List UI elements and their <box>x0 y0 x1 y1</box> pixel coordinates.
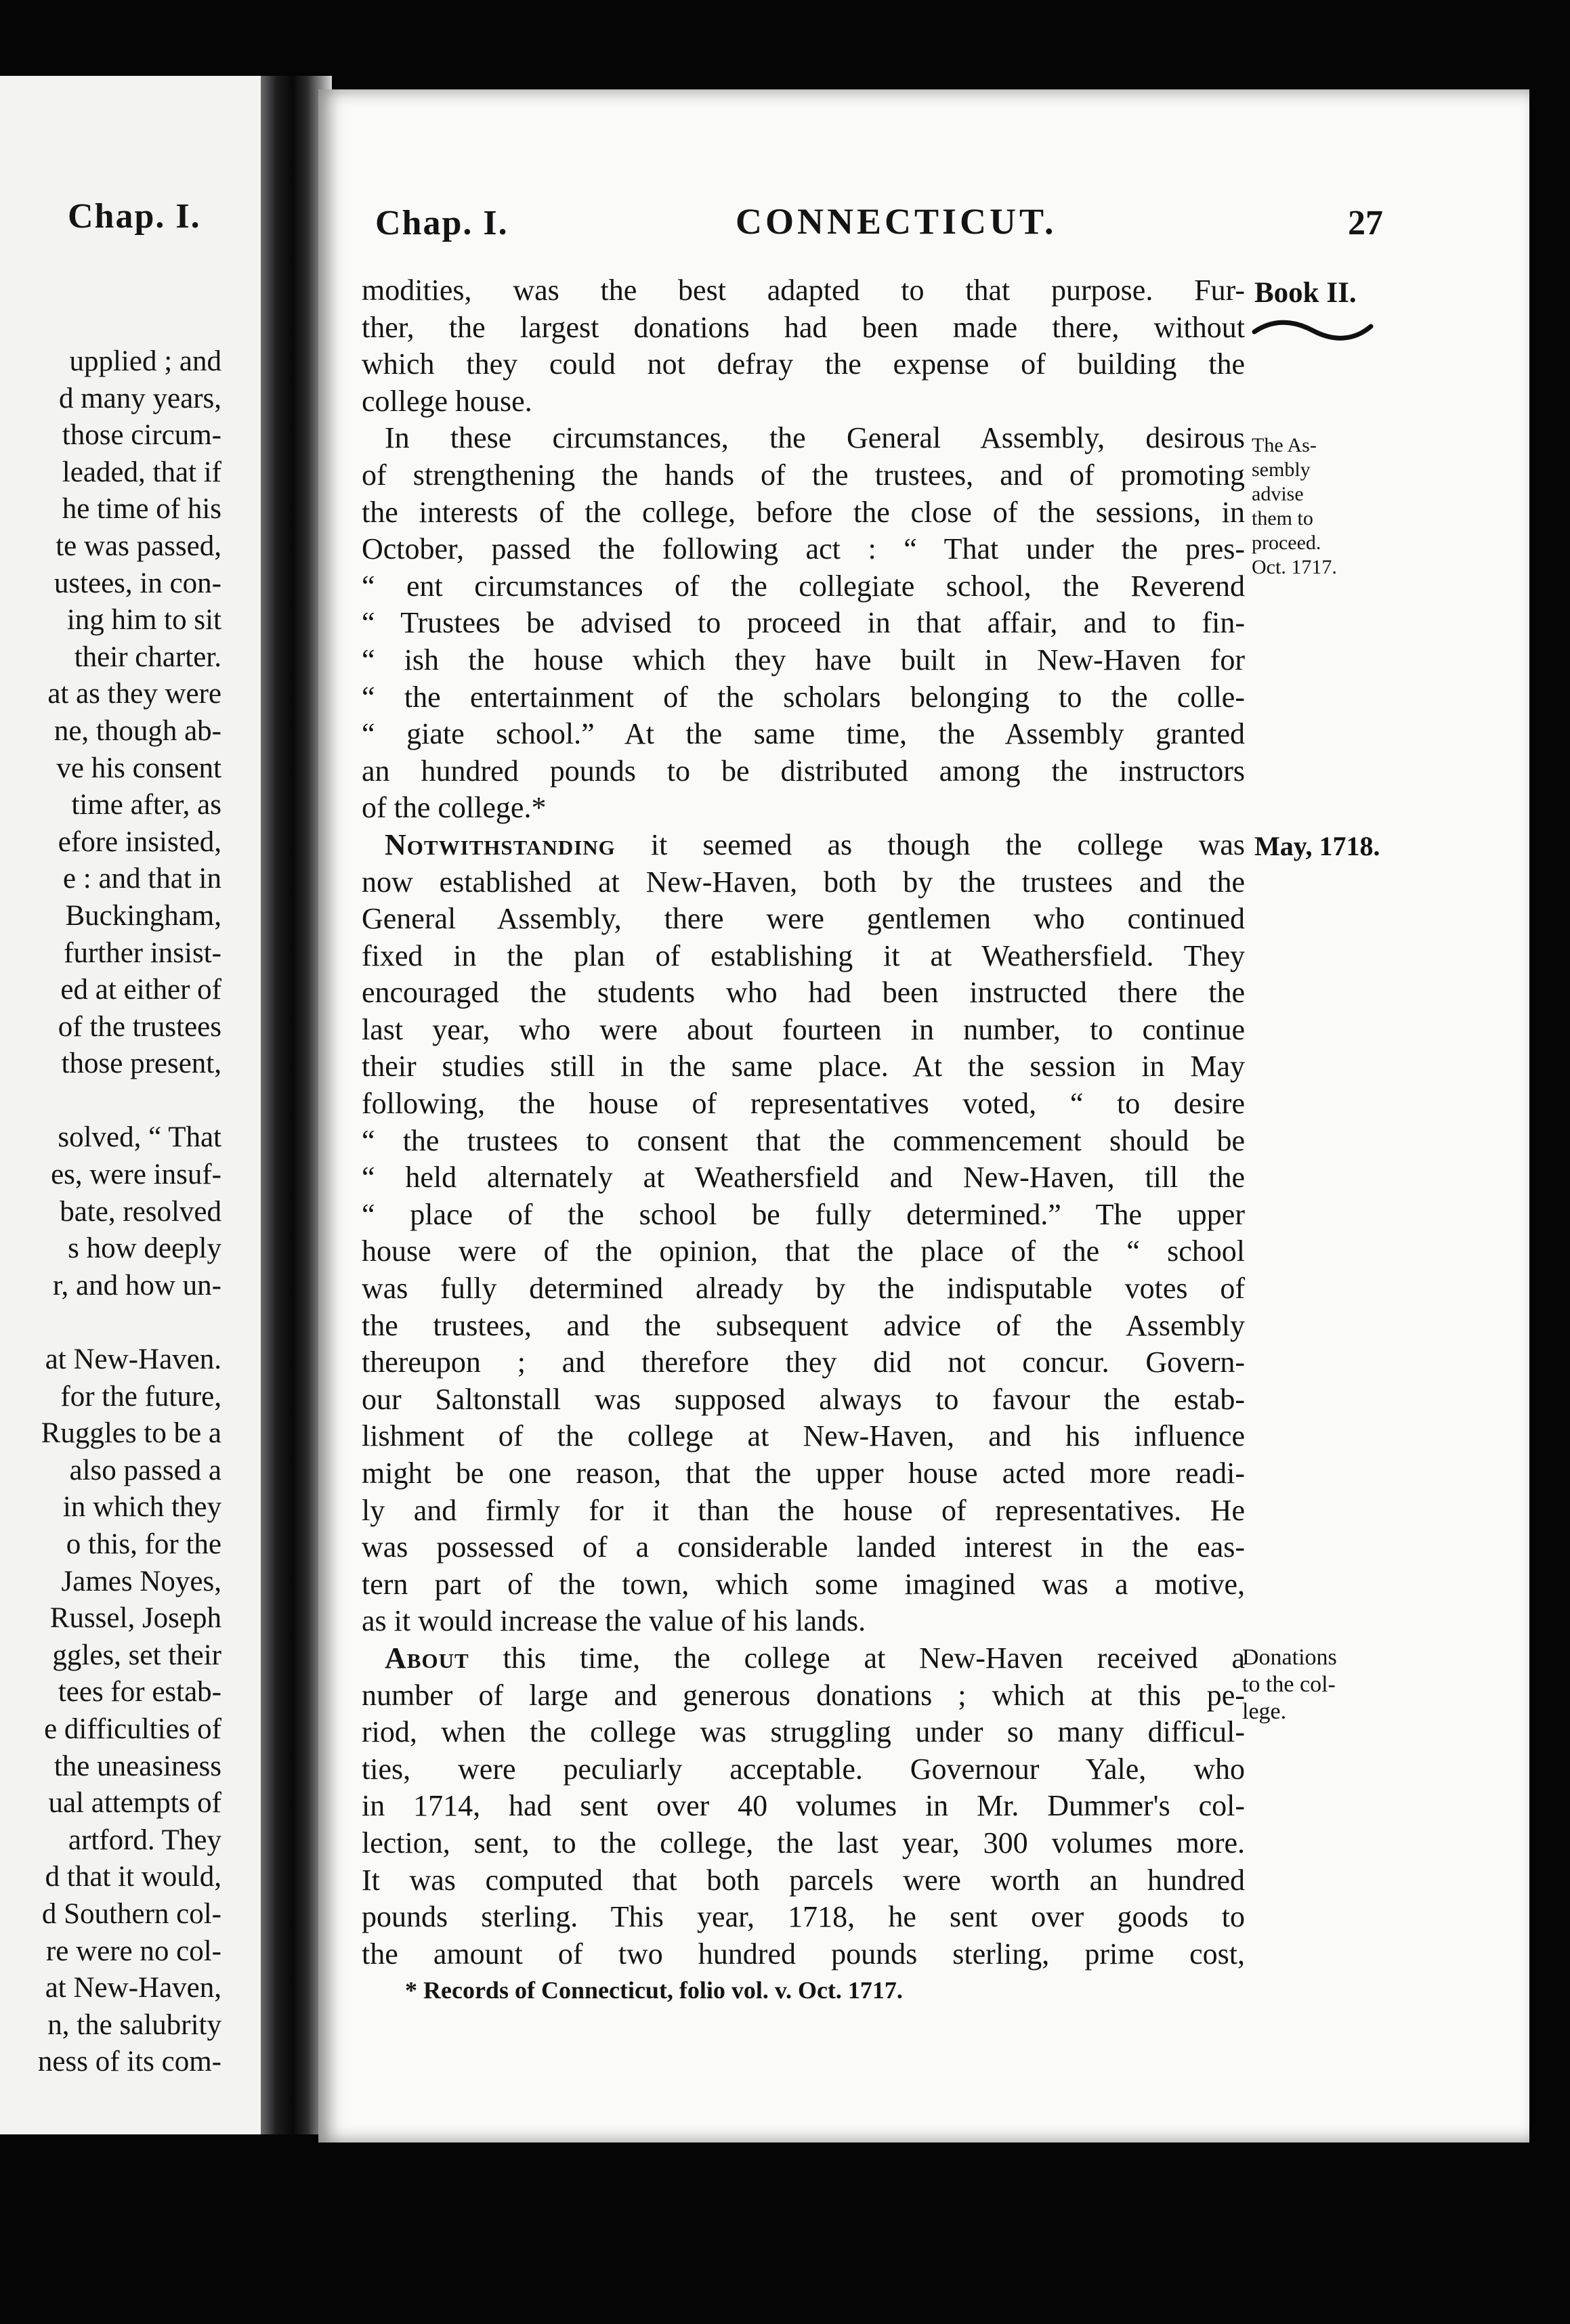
text-line: which they could not defray the expense of building the <box>362 347 1245 381</box>
text-line: ne, though ab- <box>54 714 221 747</box>
margin-note-assembly <box>1252 433 1337 580</box>
left-page-text <box>38 343 221 2081</box>
text-line: as it would increase the value of his lands. <box>362 1604 866 1638</box>
text-line: ther, the largest donations had been made there, without <box>362 310 1245 344</box>
text-line: te was passed, <box>56 530 221 562</box>
text-line: artford. They <box>68 1824 221 1856</box>
margin-note-donations <box>1242 1644 1337 1725</box>
text-line: last year, who were about fourteen in number, to continue <box>362 1012 1245 1046</box>
text-line: leaded, that if <box>62 456 221 488</box>
text-line <box>38 1304 221 1341</box>
text-line: house were of the opinion, that the place of the “ school <box>362 1234 1245 1268</box>
text-line: following, the house of representatives voted, “ to desire <box>362 1087 1245 1121</box>
text-line: Ruggles to be a <box>41 1417 221 1450</box>
text-line: riod, when the college was struggling under so many difficul- <box>362 1715 1245 1749</box>
text-line: ual attempts of <box>48 1787 221 1820</box>
book-label: Book II. <box>1254 277 1357 309</box>
text-line: of the trustees <box>58 1010 221 1043</box>
text-line: ing him to sit <box>66 604 221 637</box>
text-line-rest: this time, the college at New-Haven received a <box>503 1641 1245 1675</box>
running-header-title: CONNECTICUT. <box>736 201 1057 242</box>
text-line: also passed a <box>69 1454 221 1486</box>
text-line: the interests of the college, before the close of the sessions, in <box>362 495 1245 529</box>
text-line <box>38 1083 221 1120</box>
text-line: “ ish the house which they have built in New-Haven for <box>362 643 1245 676</box>
text-line: the amount of two hundred pounds sterling, prime cost, <box>362 1937 1245 1971</box>
text-line: of the college.* <box>362 791 547 825</box>
text-line: he time of his <box>62 493 221 525</box>
text-line <box>362 827 1245 864</box>
text-line: for the future, <box>60 1380 221 1413</box>
text-line: at New-Haven, <box>45 1972 221 2004</box>
main-text <box>362 272 1245 1973</box>
text-line: ve his consent <box>56 752 221 784</box>
margin-note-date: May, 1718. <box>1254 831 1380 861</box>
text-line: bate, resolved <box>60 1195 221 1228</box>
text-line: d Southern col- <box>41 1897 221 1930</box>
text-line: October, passed the following act : “ That under the pres- <box>362 532 1245 566</box>
text-line: re were no col- <box>45 1935 221 1967</box>
ornament-swash-icon <box>1252 317 1374 344</box>
text-line: “ giate school.” At the same time, the Assembly granted <box>362 717 1245 751</box>
text-line: their charter. <box>74 641 221 673</box>
left-running-header: Chap. I. <box>68 197 201 236</box>
text-line: of strengthening the hands of the trustees, and of promoting <box>362 458 1245 492</box>
text-line: d that it would, <box>45 1861 221 1893</box>
text-line: our Saltonstall was supposed always to favour the estab- <box>362 1382 1245 1416</box>
text-line: General Assembly, there were gentlemen who continued <box>362 902 1245 936</box>
text-line: the trustees, and the subsequent advice of the Assembly <box>362 1308 1245 1342</box>
text-line: college house. <box>362 384 532 418</box>
text-line-rest: it seemed as though the college was <box>650 827 1245 861</box>
text-line: in 1714, had sent over 40 volumes in Mr. Dummer's col- <box>362 1789 1245 1823</box>
page-number: 27 <box>1348 204 1383 242</box>
text-line: It was computed that both parcels were worth an hundred <box>362 1863 1245 1897</box>
text-line: now established at New-Haven, both by the trustees and the <box>362 865 1245 899</box>
text-line: tees for estab- <box>58 1676 221 1708</box>
text-line: s how deeply <box>68 1232 221 1265</box>
lead-word: About <box>385 1641 469 1675</box>
text-line: ggles, set their <box>52 1639 221 1671</box>
text-line: further insist- <box>64 937 221 969</box>
text-line: e : and that in <box>62 863 221 895</box>
text-line: d many years, <box>58 382 221 414</box>
margin-note-line: sembly <box>1252 458 1311 481</box>
text-line: ties, were peculiarly acceptable. Governour Yale, who <box>362 1752 1245 1786</box>
text-line: n, the salubrity <box>47 2008 221 2041</box>
margin-note-line: them to <box>1252 507 1313 530</box>
text-line: solved, “ That <box>58 1121 221 1154</box>
text-line: modities, was the best adapted to that purpose. Fur- <box>362 274 1245 307</box>
text-line: Russel, Joseph <box>49 1602 221 1635</box>
text-line: James Noyes, <box>61 1565 221 1597</box>
text-line: at as they were <box>47 678 221 710</box>
text-line: the uneasiness <box>54 1750 221 1782</box>
text-line: e difficulties of <box>44 1713 221 1745</box>
text-line: was possessed of a considerable landed interest in the eas- <box>362 1530 1245 1564</box>
text-line: efore insisted, <box>58 825 221 858</box>
margin-note-line: to the col- <box>1242 1672 1336 1697</box>
text-line: “ place of the school be fully determined.” The upper <box>362 1197 1245 1231</box>
text-line: “ held alternately at Weathersfield and New-Haven, till the <box>362 1161 1245 1195</box>
text-line: time after, as <box>71 789 221 821</box>
text-line: encouraged the students who had been instructed there the <box>362 976 1245 1010</box>
text-line: those circum- <box>62 419 221 452</box>
text-line: lishment of the college at New-Haven, and his influence <box>362 1419 1245 1453</box>
margin-note-line: Donations <box>1242 1645 1337 1670</box>
text-line: ness of its com- <box>37 2046 221 2078</box>
text-line: o this, for the <box>66 1528 221 1560</box>
left-page <box>0 76 261 2134</box>
text-line: at New-Haven. <box>45 1343 221 1376</box>
text-line: “ the entertainment of the scholars belonging to the colle- <box>362 680 1245 714</box>
text-line: “ the trustees to consent that the commencement should be <box>362 1123 1245 1157</box>
text-line: their studies still in the same place. At the session in May <box>362 1050 1245 1083</box>
text-line: fixed in the plan of establishing it at Weathersfield. They <box>362 939 1245 972</box>
text-line: r, and how un- <box>52 1269 221 1301</box>
text-line: es, were insuf- <box>51 1159 221 1191</box>
text-line: Buckingham, <box>65 899 221 932</box>
running-header-chapter: Chap. I. <box>375 204 509 242</box>
text-line: upplied ; and <box>69 345 221 377</box>
text-line: ed at either of <box>60 974 221 1006</box>
text-line: ly and firmly for it than the house of representatives. He <box>362 1493 1245 1527</box>
margin-note-line: proceed. <box>1252 532 1321 554</box>
text-line: thereupon ; and therefore they did not concur. Govern- <box>362 1346 1245 1379</box>
margin-note-line: lege. <box>1242 1699 1287 1724</box>
margin-note-line: advise <box>1252 483 1304 505</box>
text-line: number of large and generous donations ; which at this pe- <box>362 1678 1245 1712</box>
margin-note-line: The As- <box>1252 434 1317 456</box>
text-line: in which they <box>62 1491 221 1524</box>
text-line: “ Trustees be advised to proceed in that affair, and to fin- <box>362 606 1245 640</box>
margin-note-line: Oct. 1717. <box>1252 556 1337 578</box>
text-line: pounds sterling. This year, 1718, he sent over goods to <box>362 1900 1245 1934</box>
lead-word: Notwithstanding <box>385 827 616 861</box>
footnote: * Records of Connecticut, folio vol. v. Oct. 1717. <box>405 1977 903 2004</box>
text-line: In these circumstances, the General Assembly, desirous <box>385 421 1245 455</box>
text-line: ustees, in con- <box>54 567 221 599</box>
text-line: tern part of the town, which some imagined was a motive, <box>362 1567 1245 1601</box>
text-line <box>362 1640 1245 1677</box>
text-line: was fully determined already by the indisputable votes of <box>362 1272 1245 1306</box>
text-line: might be one reason, that the upper house acted more readi- <box>362 1457 1245 1490</box>
text-line: lection, sent, to the college, the last year, 300 volumes more. <box>362 1826 1245 1859</box>
text-line: those present, <box>61 1048 221 1080</box>
text-line: an hundred pounds to be distributed among the instructors <box>362 754 1245 788</box>
text-line: “ ent circumstances of the collegiate school, the Reverend <box>362 569 1245 603</box>
